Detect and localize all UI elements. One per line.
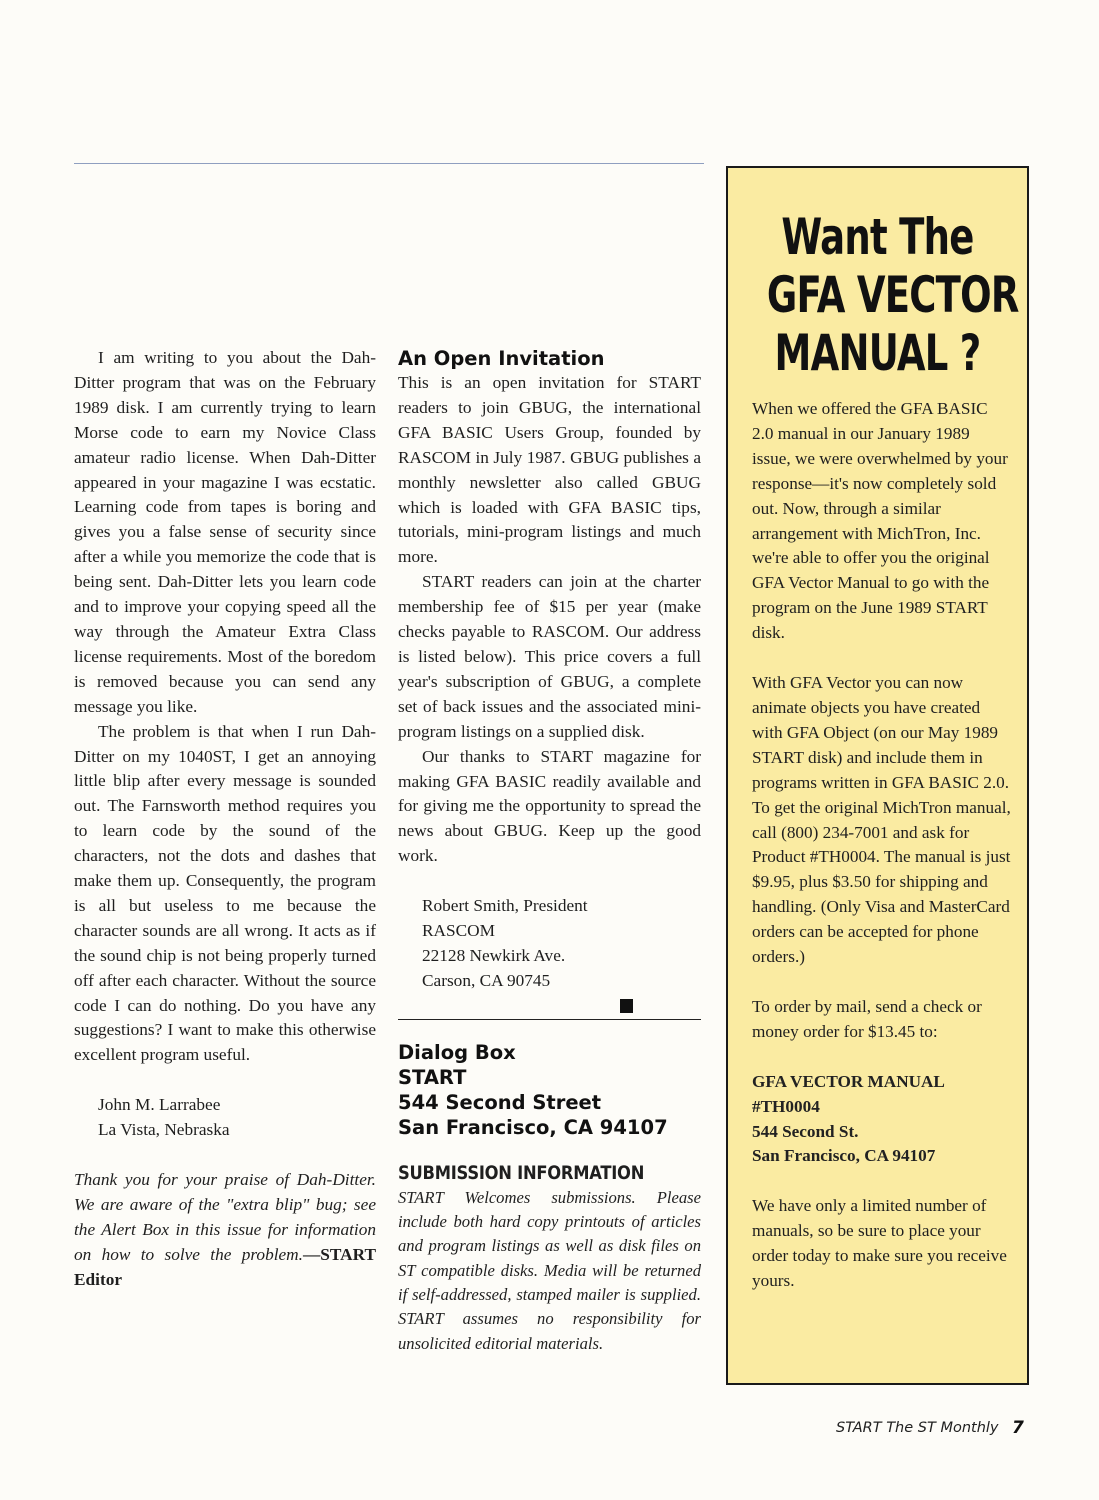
footer-publication: START The ST Monthly xyxy=(836,1420,999,1436)
top-rule xyxy=(74,163,704,164)
sidebar-title xyxy=(728,208,1027,382)
invitation-sig-line-1: Robert Smith, President xyxy=(422,896,588,916)
invitation-paragraph-3: Our thanks to START magazine for making GFA BASIC readily available and for giving me the opportunity to spread the news about GBUG. Keep up the good work. xyxy=(398,746,701,866)
submission-body: START Welcomes submissions. Please include both hard copy printouts of articles and program listings as well as disk files on ST compatible disks. Media will be returned if self-addressed, stamped mailer is supplied. START assumes no responsibility for unsolicited editorial materials. xyxy=(398,1187,701,1353)
dialog-box-line-1: Dialog Box xyxy=(398,1040,516,1064)
editor-reply xyxy=(74,1168,376,1293)
sidebar-title-line-1: Want The xyxy=(781,208,974,266)
section-divider xyxy=(398,1019,701,1020)
editor-reply-text: Thank you for your praise of Dah-Ditter. We are aware of the "extra blip" bug; see the Alert Box in this issue for information on how to solve the problem. xyxy=(74,1170,376,1264)
sidebar-address-line-1: GFA VECTOR MANUAL xyxy=(752,1071,945,1091)
dialog-box-line-2: START xyxy=(398,1065,467,1089)
editor-reply-signoff: —START Editor xyxy=(74,1244,376,1289)
invitation-paragraph-2: START readers can join at the charter membership fee of $15 per year (make checks payable to RASCOM. Our address is listed below). This price covers a full year's subscription of GBUG, a complete set of back issues and the associated mini-program listings on a supplied disk. xyxy=(398,572,701,741)
sidebar-paragraph-3: To order by mail, send a check or money order for $13.45 to: xyxy=(752,996,982,1041)
sidebar-paragraph-4: We have only a limited number of manuals, so be sure to place your order today to make sure you receive yours. xyxy=(752,1196,1007,1291)
invitation-heading: An Open Invitation xyxy=(398,347,605,370)
dialog-box-line-4: San Francisco, CA 94107 xyxy=(398,1115,668,1139)
sidebar-address-line-3: 544 Second St. xyxy=(752,1121,859,1141)
sidebar-title-line-3: MANUAL ? xyxy=(774,324,981,382)
invitation-paragraph-1: This is an open invitation for START readers to join GBUG, the international GFA BASIC Users Group, founded by RASCOM in July 1987. GBUG publishes a monthly newsletter also called GBUG which is loaded with GFA BASIC tips, tutorials, mini-program listings and much more. xyxy=(398,373,701,567)
sidebar-address-line-4: San Francisco, CA 94107 xyxy=(752,1146,936,1166)
invitation-sig-line-2: RASCOM xyxy=(422,921,495,941)
dialog-box-line-3: 544 Second Street xyxy=(398,1090,602,1114)
end-of-article-mark xyxy=(620,999,633,1013)
letter-paragraph-1: I am writing to you about the Dah-Ditter program that was on the February 1989 disk. I am currently trying to learn Morse code to earn my Novice Class amateur radio license. When Dah-Ditter appeared in your magazine I was ecstatic. Learning code from tapes is boring and gives you a false sense of security since after a while you memorize the code that is being sent. Dah-Ditter lets you learn code and to improve your copying speed all the way through the Amateur Extra Class license requirements. Most of the boredom is removed because you can send any message you like. xyxy=(74,348,376,716)
page-number: 7 xyxy=(1012,1418,1024,1438)
sidebar-body xyxy=(752,397,1012,1294)
submission-heading: SUBMISSION INFORMATION xyxy=(398,1161,645,1184)
sidebar-address-line-2: #TH0004 xyxy=(752,1096,820,1116)
letter-signature-name: John M. Larrabee xyxy=(98,1095,221,1115)
sidebar-title-line-2: GFA VECTOR xyxy=(766,266,1019,324)
letter-signature-place: La Vista, Nebraska xyxy=(98,1120,230,1140)
sidebar-paragraph-1: When we offered the GFA BASIC 2.0 manual in our January 1989 issue, we were overwhelmed by your response—it's now completely sold out. Now, through a similar arrangement with MichTron, Inc. we're able to offer you the original GFA Vector Manual to go with the program on the June 1989 START disk. xyxy=(752,399,1008,643)
invitation-column xyxy=(398,346,701,1356)
gfa-vector-sidebar xyxy=(726,166,1029,1385)
invitation-sig-line-4: Carson, CA 90745 xyxy=(422,970,551,990)
letter-column xyxy=(74,346,376,1293)
letter-paragraph-2: The problem is that when I run Dah-Ditter on my 1040ST, I get an annoying little blip after every message is sounded out. The Farnsworth method requires you to learn code by the sound of the characters, not the dots and dashes that make them up. Consequently, the program is all but useless to me because the character sounds are all wrong. It acts as if the sound chip is not being properly turned off after each character. Without the source code I can do nothing. Do you have any suggestions? I want to make this otherwise excellent program useful. xyxy=(74,721,376,1065)
invitation-sig-line-3: 22128 Newkirk Ave. xyxy=(422,945,566,965)
sidebar-paragraph-2: With GFA Vector you can now animate objects you have created with GFA Object (on our May 1989 START disk) and include them in programs written in GFA BASIC 2.0. To get the original MichTron manual, call (800) 234-7001 and ask for Product #TH0004. The manual is just $9.95, plus $3.50 for shipping and handling. (Only Visa and MasterCard orders can be accepted for phone orders.) xyxy=(752,673,1011,967)
